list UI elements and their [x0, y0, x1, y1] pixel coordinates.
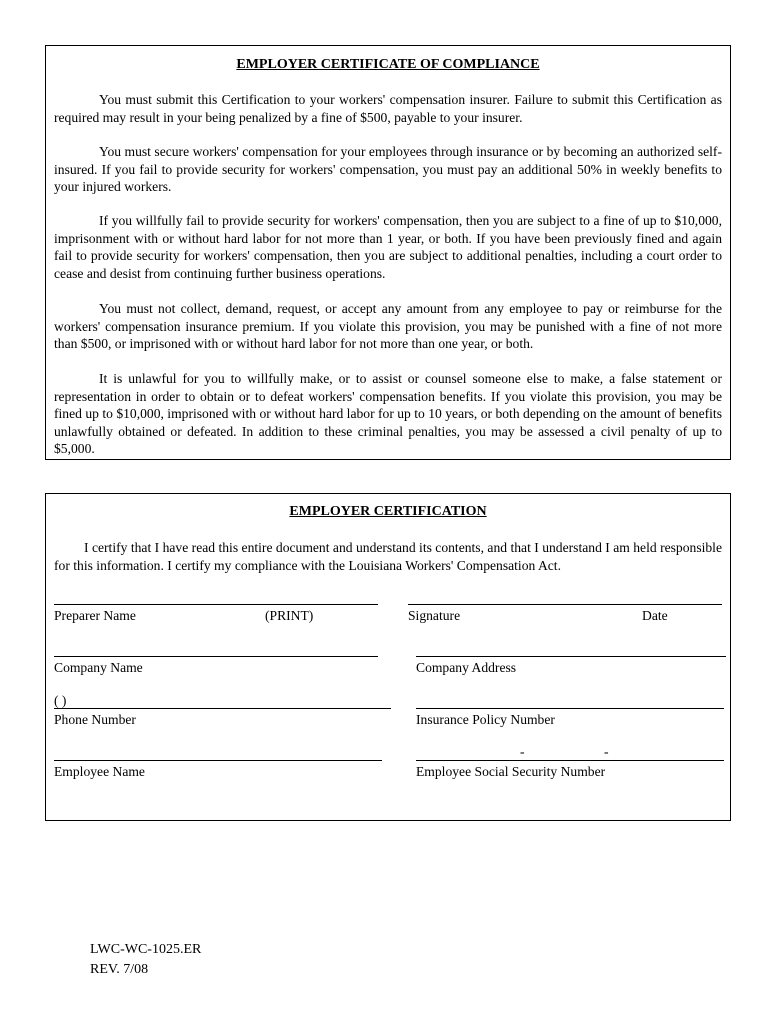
ssn-dash-2: - [604, 744, 609, 759]
print-label: (PRINT) [265, 608, 314, 623]
signature-line[interactable] [408, 604, 722, 605]
form-revision: REV. 7/08 [90, 962, 149, 977]
certification-statement: I certify that I have read this entire document and understand its contents, and that I understand I am held responsible for this information. I certify my compliance with the Louisiana Workers' Compensation Act. [54, 540, 722, 573]
policy-number-line[interactable] [416, 708, 724, 709]
signature-label: Signature [408, 608, 461, 623]
phone-number-line[interactable] [54, 708, 391, 709]
company-address-line[interactable] [416, 656, 726, 657]
certification-title: EMPLOYER CERTIFICATION [289, 504, 487, 519]
policy-number-label: Insurance Policy Number [416, 712, 555, 727]
employee-ssn-label: Employee Social Security Number [416, 764, 606, 779]
phone-area-code: ( ) [54, 693, 67, 708]
date-label: Date [642, 608, 668, 623]
compliance-section [45, 45, 731, 460]
employee-name-line[interactable] [54, 760, 382, 761]
certification-section [45, 493, 731, 821]
employee-ssn-line[interactable] [416, 760, 724, 761]
compliance-paragraph-3: If you willfully fail to provide security for workers' compensation, then you are subject to a fine of up to $10,000, imprisonment with or without hard labor for not more than 1 year, or both. If you have been previously fined and again fail to provide security for workers' compensation, then you are subject to additional penalties, including a court order to cease and desist from continuing further business operations. [54, 213, 722, 281]
preparer-name-label: Preparer Name [54, 608, 136, 623]
compliance-paragraph-4: You must not collect, demand, request, or accept any amount from any employee to pay or reimburse for the workers' compensation insurance premium. If you violate this provision, you may be punished with a fine of not more than $500, or imprisoned with or without hard labor for not more than one year, or both. [54, 301, 722, 351]
phone-number-label: Phone Number [54, 712, 136, 727]
company-name-line[interactable] [54, 656, 378, 657]
compliance-paragraph-1: You must submit this Certification to your workers' compensation insurer. Failure to submit this Certification as required may result in your being penalized by a fine of $500, payable to your insurer. [54, 92, 722, 125]
company-name-label: Company Name [54, 660, 143, 675]
employee-name-label: Employee Name [54, 764, 145, 779]
compliance-title: EMPLOYER CERTIFICATE OF COMPLIANCE [236, 57, 540, 72]
form-id: LWC-WC-1025.ER [90, 942, 202, 957]
compliance-paragraph-2: You must secure workers' compensation for your employees through insurance or by becoming an authorized self-insured. If you fail to provide security for workers' compensation, you must pay an additional 50% in weekly benefits to your injured workers. [54, 144, 722, 194]
ssn-dash-1: - [520, 744, 525, 759]
preparer-name-line[interactable] [54, 604, 378, 605]
company-address-label: Company Address [416, 660, 517, 675]
compliance-paragraph-5: It is unlawful for you to willfully make, or to assist or counsel someone else to make, a false statement or representation in order to obtain or to defeat workers' compensation benefits. If you violate this provision, you may be fined up to $10,000, imprisoned with or without hard labor for up to 10 years, or both depending on the amount of benefits unlawfully obtained or defeated. In addition to these criminal penalties, you may be assessed a civil penalty of up to $5,000. [54, 371, 722, 456]
